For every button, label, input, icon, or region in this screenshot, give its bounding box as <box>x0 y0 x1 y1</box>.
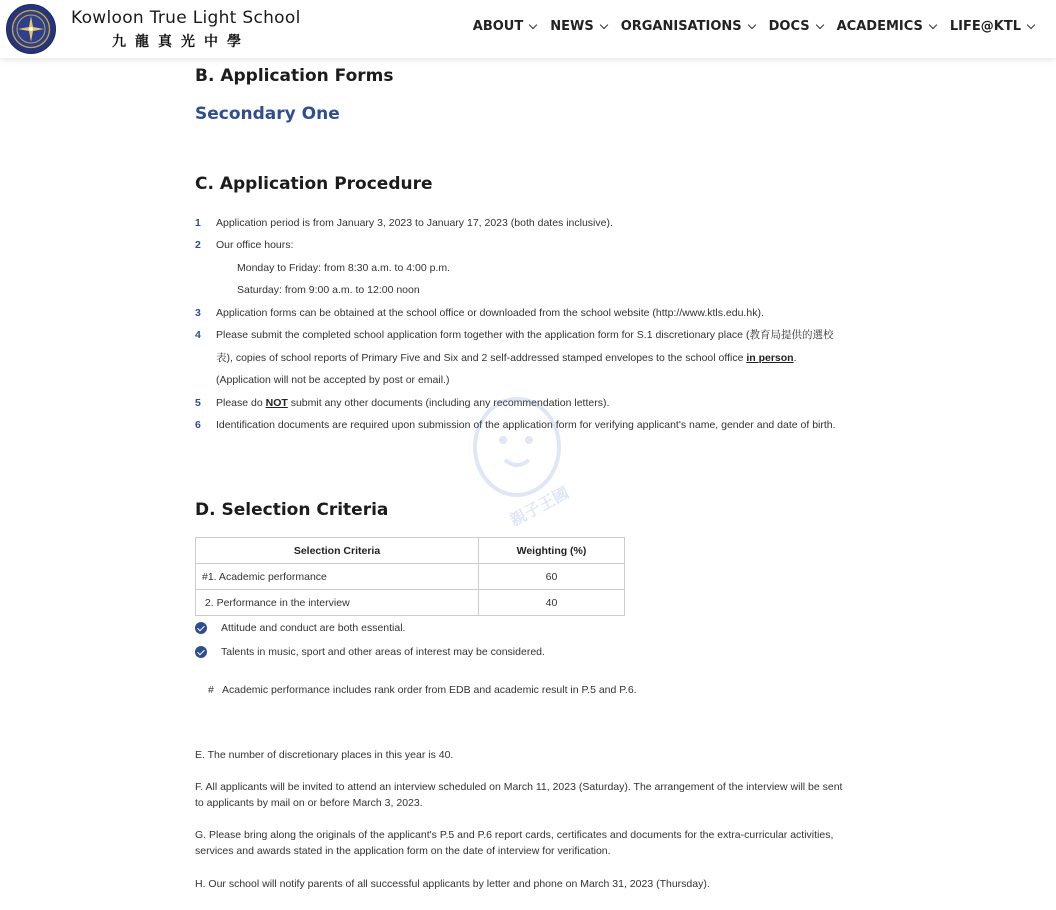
list-number: 2 <box>195 239 201 251</box>
secondary-one-link[interactable]: Secondary One <box>195 104 340 124</box>
nav-news-label: NEWS <box>550 19 594 34</box>
chevron-down-icon <box>1027 20 1035 28</box>
criteria-note: Talents in music, sport and other areas of interest may be considered. <box>221 646 545 658</box>
chevron-down-icon <box>747 20 755 28</box>
note-f: F. All applicants will be invited to attend an interview scheduled on March 11, 2023 (Saturday). The arrangement of the interview will be sent to applicants by mail on or before March 3, 2023. <box>195 781 843 809</box>
note-h: H. Our school will notify parents of all successful applicants by letter and phone on March 31, 2023 (Thursday). <box>195 878 710 890</box>
school-logo[interactable] <box>6 4 56 54</box>
procedure-item-2: Our office hours: <box>216 239 294 251</box>
nav-news[interactable] <box>550 19 606 34</box>
weighting-cell: 60 <box>479 564 625 590</box>
procedure-item-1: Application period is from January 3, 2023 to January 17, 2023 (both dates inclusive). <box>216 217 613 229</box>
note-e: E. The number of discretionary places in this year is 40. <box>195 749 454 761</box>
nav-docs[interactable] <box>769 19 823 34</box>
procedure-item-5-text: Please do <box>216 397 266 409</box>
emphasis-in-person: in person <box>746 351 794 364</box>
list-number: 4 <box>195 329 201 341</box>
table-row <box>196 590 625 616</box>
site-name-zh[interactable]: 九龍真光中學 <box>112 34 250 50</box>
site-header <box>0 0 1056 58</box>
office-hours-weekday: Monday to Friday: from 8:30 a.m. to 4:00 p.m. <box>237 262 451 274</box>
nav-academics-label: ACADEMICS <box>836 19 923 34</box>
procedure-item-5-text-end: submit any other documents (including any recommendation letters). <box>287 397 610 409</box>
nav-organisations-label: ORGANISATIONS <box>620 19 742 34</box>
list-number: 3 <box>195 307 201 319</box>
list-number: 6 <box>195 419 201 431</box>
weighting-cell: 40 <box>479 590 625 616</box>
procedure-item-4-text: Please submit the completed school application form together with the application form for S.1 discretionary place (教育局提供的選校表), copies of school reports of Primary Five and Six and 2 self-addressed stamped envelopes to the school office <box>216 329 834 364</box>
school-crest-icon <box>7 5 55 53</box>
list-number: 1 <box>195 217 201 229</box>
emphasis-not: NOT <box>265 397 288 409</box>
nav-life-label: LIFE@KTL <box>949 19 1021 34</box>
criteria-footnote: # Academic performance includes rank order from EDB and academic result in P.5 and P.6. <box>208 684 637 696</box>
watermark-text: 親子王國 <box>507 484 573 530</box>
criteria-note: Attitude and conduct are both essential. <box>221 622 406 634</box>
site-name-en[interactable]: Kowloon True Light School <box>71 8 301 28</box>
note-g: G. Please bring along the originals of the applicant's P.5 and P.6 report cards, certificates and documents for the extra-curricular activities, services and awards stated in the application form on the date of interview for verification. <box>195 829 834 857</box>
list-number: 5 <box>195 397 201 409</box>
main-nav <box>473 19 1034 34</box>
chevron-down-icon <box>815 20 823 28</box>
section-c-heading: C. Application Procedure <box>195 174 433 194</box>
check-circle-icon <box>195 622 207 634</box>
chevron-down-icon <box>529 20 537 28</box>
nav-academics[interactable] <box>837 19 936 34</box>
section-b-heading: B. Application Forms <box>195 66 394 86</box>
procedure-item-6: Identification documents are required upon submission of the application form for verifying applicant's name, gender and date of birth. <box>216 419 836 431</box>
procedure-item-4-text-end: . (Application will not be accepted by post or email.) <box>216 351 797 386</box>
nav-about-label: ABOUT <box>472 19 524 34</box>
chevron-down-icon <box>929 20 937 28</box>
watermark <box>467 382 597 535</box>
criteria-cell: 2. Performance in the interview <box>196 590 479 616</box>
column-header: Selection Criteria <box>196 538 479 564</box>
table-header-row <box>196 538 625 564</box>
criteria-cell: #1. Academic performance <box>196 564 479 590</box>
nav-life-at-ktl[interactable] <box>950 19 1034 34</box>
nav-about[interactable] <box>473 19 536 34</box>
column-header: Weighting (%) <box>479 538 625 564</box>
chevron-down-icon <box>599 20 607 28</box>
section-d-heading: D. Selection Criteria <box>195 500 389 520</box>
procedure-item-3: Application forms can be obtained at the school office or downloaded from the school website (http://www.ktls.edu.hk). <box>216 307 764 319</box>
selection-criteria-table <box>195 537 625 616</box>
office-hours-saturday: Saturday: from 9:00 a.m. to 12:00 noon <box>237 284 420 296</box>
table-row <box>196 564 625 590</box>
nav-docs-label: DOCS <box>768 19 810 34</box>
nav-organisations[interactable] <box>621 19 755 34</box>
check-circle-icon <box>195 646 207 658</box>
